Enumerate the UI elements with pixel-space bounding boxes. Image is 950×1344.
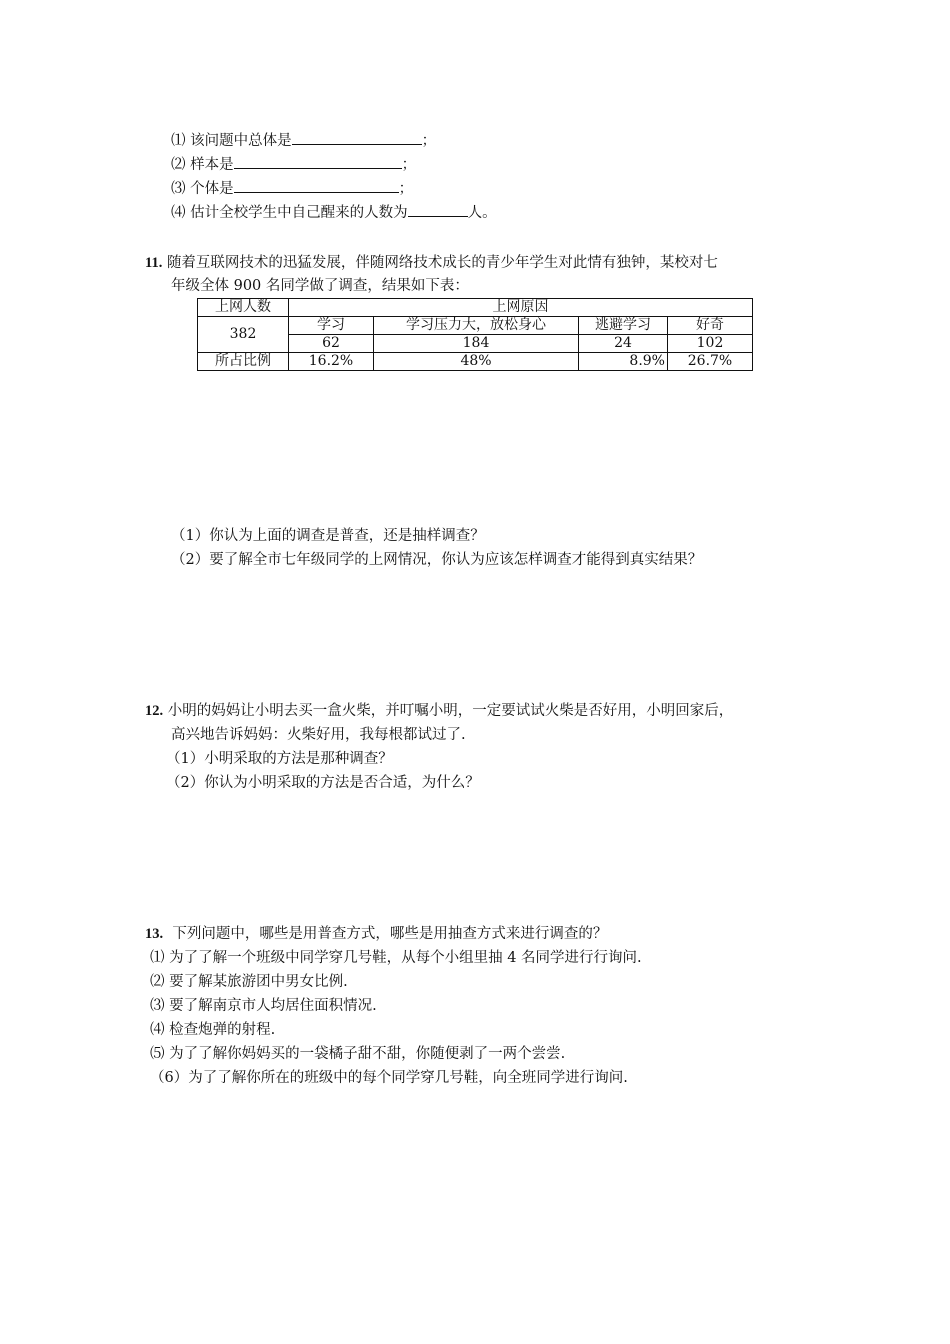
q13-item-3: ⑶ 要了解南京市人均居住面积情况.: [150, 998, 377, 1014]
q12-stem-line2: 高兴地告诉妈妈：火柴好用，我每根都试过了.: [171, 727, 466, 743]
q13-stem: 13. 下列问题中，哪些是用普查方式，哪些是用抽查方式来进行调查的？: [145, 926, 608, 942]
answer-blank[interactable]: [234, 178, 399, 193]
q10-item-2: ⑵ 样本是 ；: [171, 154, 416, 175]
q11-sub2: （2）要了解全市七年级同学的上网情况，你认为应该怎样调查才能得到真实结果？: [171, 552, 703, 568]
reason-cell: 好奇: [668, 317, 753, 335]
answer-blank[interactable]: [234, 154, 402, 169]
survey-table: [197, 298, 753, 371]
ratio-cell: 16.2%: [289, 353, 374, 371]
q13-item-1: ⑴ 为了了解一个班级中同学穿几号鞋，从每个小组里抽 4 名同学进行行询问.: [150, 950, 642, 966]
header-internet-users: 上网人数: [198, 299, 289, 317]
q11-stem-line2: 年级全体 900 名同学做了调查，结果如下表：: [171, 278, 469, 294]
ratio-cell: 8.9%: [579, 353, 668, 371]
q13-item-2: ⑵ 要了解某旅游团中男女比例.: [150, 974, 348, 990]
question-number: 11: [145, 255, 159, 271]
q10-item-3: ⑶ 个体是 ；: [171, 178, 413, 199]
count-cell: 24: [579, 335, 668, 353]
q11-stem-line1: 11. 随着互联网技术的迅猛发展，伴随网络技术成长的青少年学生对此情有独钟，某校对七: [145, 255, 718, 271]
count-cell: 102: [668, 335, 753, 353]
count-cell: 62: [289, 335, 374, 353]
ratio-cell: 48%: [374, 353, 579, 371]
question-number: 12: [145, 703, 160, 719]
ratio-label-cell: 所占比例: [198, 353, 289, 371]
q13-item-5: ⑸ 为了了解你妈妈买的一袋橘子甜不甜，你随便剥了一两个尝尝.: [150, 1046, 566, 1062]
q13-item-6: （6）为了了解你所在的班级中的每个同学穿几号鞋，向全班同学进行询问.: [150, 1070, 628, 1086]
question-number: 13: [145, 926, 160, 942]
q12-stem-line1: 12. 小明的妈妈让小明去买一盒火柴，并叮嘱小明，一定要试试火柴是否好用，小明回家后，: [145, 703, 734, 719]
reason-cell: 逃避学习: [579, 317, 668, 335]
count-cell: 184: [374, 335, 579, 353]
q12-sub2: （2）你认为小明采取的方法是否合适，为什么？: [166, 775, 480, 791]
q10-item-1: ⑴ 该问题中总体是 ；: [171, 130, 436, 151]
total-users-cell: 382: [198, 317, 289, 353]
q13-item-4: ⑷ 检查炮弹的射程.: [150, 1022, 276, 1038]
answer-blank[interactable]: [292, 130, 422, 145]
header-reasons: 上网原因: [289, 299, 753, 317]
ratio-cell: 26.7%: [668, 353, 753, 371]
q12-sub1: （1）小明采取的方法是那种调查？: [166, 751, 393, 767]
q11-sub1: （1）你认为上面的调查是普查，还是抽样调查？: [171, 528, 485, 544]
answer-blank[interactable]: [408, 202, 468, 217]
reason-cell: 学习压力大，放松身心: [374, 317, 579, 335]
q10-item-4: ⑷ 估计全校学生中自己醒来的人数为 人。: [171, 202, 497, 223]
reason-cell: 学习: [289, 317, 374, 335]
